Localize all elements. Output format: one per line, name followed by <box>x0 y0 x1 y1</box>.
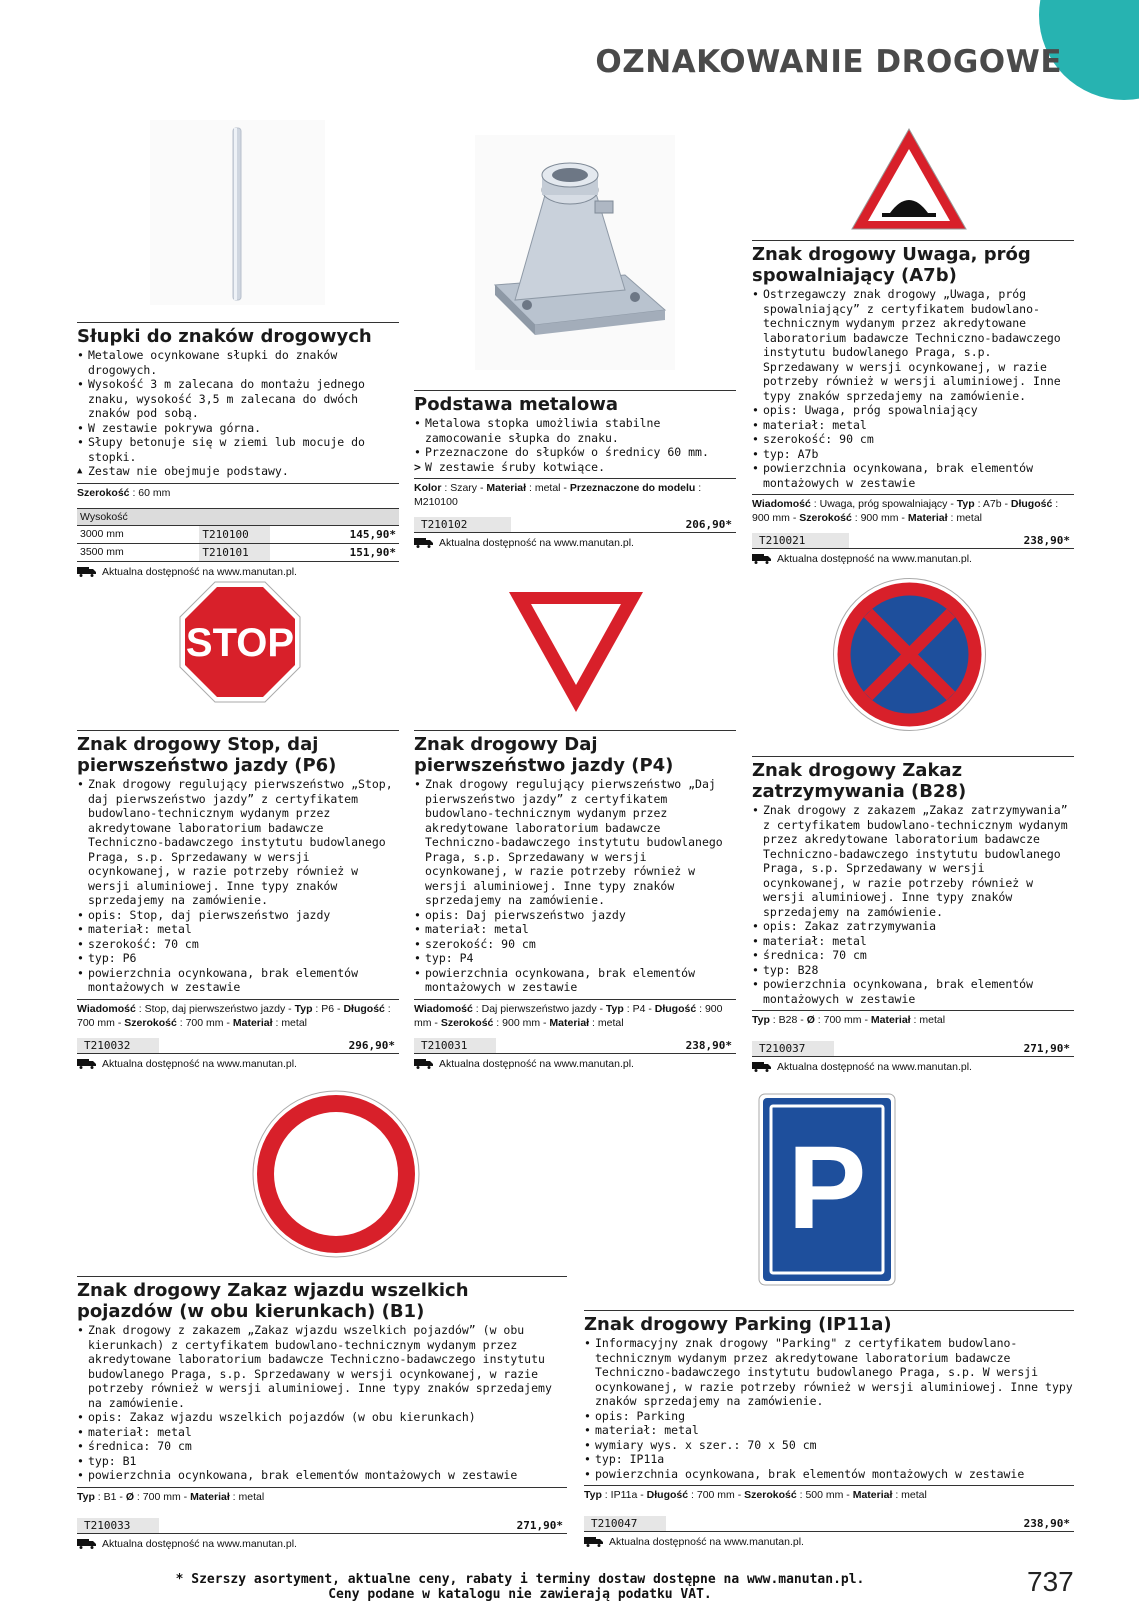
product-p6 <box>77 730 399 1071</box>
product-b1 <box>77 1276 567 1551</box>
availability-text: Aktualna dostępność na www.manutan.pl. <box>777 553 972 565</box>
spec-value: Stop, daj pierwszeństwo jazdy <box>144 1002 286 1015</box>
spec-label: Ø <box>125 1490 135 1503</box>
base-image <box>475 135 675 370</box>
feature-item: • Wysokość 3 m zalecana do montażu jednego znaku, wysokość 3,5 m zalecana do dwóch znaków pod sobą. <box>77 377 399 421</box>
availability-text: Aktualna dostępność na www.manutan.pl. <box>102 1057 297 1070</box>
feature-item: • opis: Zakaz wjazdu wszelkich pojazdów (w obu kierunkach) <box>77 1410 567 1425</box>
spec-line: Kolor : Szary - Materiał : metal - Przeznaczone do modelu : M210100 <box>414 478 736 509</box>
product-code: T210037 <box>752 1041 834 1056</box>
availability-text: Aktualna dostępność na www.manutan.pl. <box>102 565 297 578</box>
product-price: 238,90* <box>1023 534 1070 547</box>
availability-note <box>584 1535 1074 1549</box>
spec-label: Ø <box>806 1014 815 1026</box>
spec-label: Typ <box>294 1002 313 1015</box>
spec-value: A7b <box>982 498 1002 510</box>
spec-label: Materiał <box>486 482 527 494</box>
sign-stop-image <box>178 580 302 704</box>
availability-note <box>77 1537 567 1551</box>
feature-item: • powierzchnia ocynkowana, brak elementów montażowych w zestawie <box>77 1468 567 1483</box>
height-cell: 3500 mm <box>77 543 199 561</box>
availability-note <box>77 1057 399 1071</box>
availability-note <box>752 552 1074 566</box>
product-title: Podstawa metalowa <box>414 390 736 415</box>
spec-line: Typ : B1 - Ø : 700 mm - Materiał : metal <box>77 1487 567 1504</box>
spec-value: B28 <box>778 1014 798 1026</box>
spec-label: Kolor <box>414 482 442 494</box>
feature-item: • Słupy betonuje się w ziemi lub mocuje do stopki. <box>77 435 399 464</box>
spec-value: metal <box>238 1490 265 1503</box>
spec-value: metal <box>919 1014 946 1026</box>
spec-value: 700 mm <box>185 1016 224 1029</box>
product-price: 206,90* <box>685 518 732 531</box>
feature-list <box>414 777 736 995</box>
availability-note <box>752 1060 1074 1074</box>
product-podstawa <box>414 390 736 550</box>
spec-label: Szerokość <box>77 486 130 499</box>
spec-value: 700 mm <box>823 1014 862 1026</box>
footer-note <box>120 1572 920 1602</box>
product-ip11a <box>584 1310 1074 1549</box>
spec-value: B1 <box>103 1490 117 1503</box>
spec-label: Długość <box>1010 498 1053 510</box>
truck-icon <box>752 554 772 564</box>
product-title: Znak drogowy Uwaga, próg spowalniający (A7b) <box>752 240 1074 286</box>
code-cell: T210100 <box>199 525 270 543</box>
spec-value: 900 mm <box>752 512 790 524</box>
table-header: Wysokość <box>77 508 399 525</box>
feature-item: • materiał: metal <box>584 1423 1074 1438</box>
spec-value: metal <box>281 1016 307 1029</box>
table-row <box>77 525 399 543</box>
spec-label: Długość <box>654 1002 697 1015</box>
spec-line: Wiadomość : Daj pierwszeństwo jazdy - Typ : P4 - Długość : 900 mm - Szerokość : 900 mm - Materiał : metal <box>414 999 736 1030</box>
product-code: T210033 <box>77 1518 159 1533</box>
feature-item: • typ: P4 <box>414 951 736 966</box>
truck-icon <box>414 1059 434 1069</box>
page-title: OZNAKOWANIE DROGOWE <box>595 44 1062 80</box>
price-row <box>752 1041 1074 1057</box>
product-b28 <box>752 756 1074 1074</box>
spec-value: P4 <box>632 1002 646 1015</box>
sign-yield-image <box>507 590 645 714</box>
feature-list <box>77 777 399 995</box>
spec-label: Materiał <box>232 1016 273 1029</box>
spec-value: Uwaga, próg spowalniający <box>819 498 948 510</box>
availability-note <box>77 565 399 579</box>
feature-item: • opis: Uwaga, próg spowalniający <box>752 403 1074 418</box>
footer-note-line: * Szerszy asortyment, aktualne ceny, rabaty i terminy dostaw dostępne na www.manutan.pl. <box>175 1572 865 1587</box>
feature-item: • opis: Stop, daj pierwszeństwo jazdy <box>77 908 399 923</box>
page-number: 737 <box>1027 1566 1074 1597</box>
spec-label: Materiał <box>190 1490 230 1503</box>
feature-list <box>77 348 399 479</box>
spec-label: Wiadomość <box>752 498 811 510</box>
truck-icon <box>77 1059 97 1069</box>
feature-item: • powierzchnia ocynkowana, brak elementów montażowych w zestawie <box>584 1467 1074 1482</box>
spec-label: Materiał <box>870 1014 911 1026</box>
spec-value: P6 <box>321 1002 335 1015</box>
sign-b1-image <box>252 1090 420 1258</box>
product-code: T210032 <box>77 1038 159 1053</box>
feature-item: • opis: Zakaz zatrzymywania <box>752 919 1074 934</box>
truck-icon <box>77 567 97 577</box>
availability-text: Aktualna dostępność na www.manutan.pl. <box>777 1061 972 1073</box>
feature-item: • powierzchnia ocynkowana, brak elementów montażowych w zestawie <box>752 461 1074 490</box>
spec-label: Typ <box>605 1002 624 1015</box>
spec-value: metal <box>956 512 982 524</box>
truck-icon <box>414 538 434 548</box>
product-price: 271,90* <box>1023 1042 1070 1055</box>
feature-item: • Metalowe ocynkowane słupki do znaków drogowych. <box>77 348 399 377</box>
product-title: Znak drogowy Zakaz wjazdu wszelkich pojazdów (w obu kierunkach) (B1) <box>77 1276 567 1322</box>
price-row <box>77 1038 399 1054</box>
spec-value: 700 mm <box>77 1016 115 1029</box>
spec-value: 500 mm <box>805 1489 844 1501</box>
feature-item: • Przeznaczone do słupków o średnicy 60 mm. <box>414 445 736 460</box>
feature-item: • Metalowa stopka umożliwia stabilne zamocowanie słupka do znaku. <box>414 416 736 445</box>
truck-icon <box>752 1062 772 1072</box>
spec-line: Szerokość : 60 mm <box>77 483 399 500</box>
product-price: 238,90* <box>1023 1517 1070 1530</box>
sign-a7b-image <box>850 127 968 233</box>
code-cell: T210101 <box>199 543 270 561</box>
feature-item: • typ: P6 <box>77 951 399 966</box>
feature-item: • materiał: metal <box>77 922 399 937</box>
stop-sign-text: STOP <box>185 621 295 665</box>
spec-label: Szerokość <box>440 1016 494 1029</box>
feature-item: • szerokość: 90 cm <box>752 432 1074 447</box>
feature-item: • Znak drogowy z zakazem „Zakaz wjazdu wszelkich pojazdów” (w obu kierunkach) z certyfikatem budowlano-technicznym wydanym przez akredytowane laboratorium badawcze Techniczno-badawczego instytutu budowlanego Praga, s.p. Sprzedawany w wersji ocynkowanej, w razie potrzeby również w wersji aluminiowej. Inne typy znaków sprzedajemy na zamówienie. <box>77 1323 567 1410</box>
feature-item: • typ: IP11a <box>584 1452 1074 1467</box>
spec-label: Szerokość <box>124 1016 177 1029</box>
feature-list <box>77 1323 567 1483</box>
spec-value: 900 mm <box>502 1016 541 1029</box>
spec-label: Wiadomość <box>414 1002 473 1015</box>
spec-value: 700 mm <box>696 1489 735 1501</box>
feature-item: • materiał: metal <box>77 1425 567 1440</box>
spec-line: Wiadomość : Stop, daj pierwszeństwo jazdy - Typ : P6 - Długość : 700 mm - Szerokość : 700 mm - Materiał : metal <box>77 999 399 1030</box>
product-code: T210021 <box>752 533 849 548</box>
height-table <box>77 508 399 562</box>
feature-item: • Znak drogowy z zakazem „Zakaz zatrzymywania” z certyfikatem budowlano-technicznym wydanym przez akredytowane laboratorium badawcze Techniczno-badawczego instytutu budowlanego Praga, s.p. Sprzedawany w wersji ocynkowanej, w razie potrzeby również w wersji aluminiowej. Inne typy znaków sprzedajemy na zamówienie. <box>752 803 1074 919</box>
spec-label: Przeznaczone do modelu <box>569 482 696 494</box>
spec-label: Szerokość <box>799 512 852 524</box>
spec-value: Daj pierwszeństwo jazdy <box>481 1002 597 1015</box>
spec-label: Typ <box>584 1489 602 1501</box>
price-cell: 145,90* <box>270 525 399 543</box>
product-title: Słupki do znaków drogowych <box>77 322 399 347</box>
feature-item: • powierzchnia ocynkowana, brak elementów montażowych w zestawie <box>414 966 736 995</box>
height-cell: 3000 mm <box>77 525 199 543</box>
feature-item: • średnica: 70 cm <box>752 948 1074 963</box>
availability-note <box>414 536 736 550</box>
feature-item: • powierzchnia ocynkowana, brak elementów montażowych w zestawie <box>77 966 399 995</box>
spec-label: Materiał <box>549 1016 590 1029</box>
parking-sign-letter: P <box>787 1122 867 1254</box>
truck-icon <box>584 1537 604 1547</box>
feature-item: • Znak drogowy regulujący pierwszeństwo „Daj pierwszeństwo jazdy” z certyfikatem budowlano-technicznym wydanym przez akredytowane laboratorium badawcze Techniczno-badawczego instytutu budowlanego Praga, s.p. Sprzedawany w wersji ocynkowanej, w razie potrzeby również w wersji aluminiowej. Inne typy znaków sprzedajemy na zamówienie. <box>414 777 736 908</box>
feature-list <box>752 287 1074 490</box>
spec-line: Typ : IP11a - Długość : 700 mm - Szerokość : 500 mm - Materiał : metal <box>584 1485 1074 1502</box>
availability-text: Aktualna dostępność na www.manutan.pl. <box>439 1057 634 1070</box>
product-a7b <box>752 240 1074 566</box>
availability-text: Aktualna dostępność na www.manutan.pl. <box>102 1537 297 1550</box>
feature-item: • W zestawie pokrywa górna. <box>77 421 399 436</box>
feature-item: • średnica: 70 cm <box>77 1439 567 1454</box>
feature-item: ▲ Zestaw nie obejmuje podstawy. <box>77 464 399 479</box>
feature-item: • Ostrzegawczy znak drogowy „Uwaga, próg spowalniający” z certyfikatem budowlano-technicznym wydanym przez akredytowane laboratorium badawcze Techniczno-badawczego instytutu budowlanego Praga, s.p. Sprzedawany w wersji ocynkowanej, w razie potrzeby również w wersji aluminiowej. Inne typy znaków sprzedajemy na zamówienie. <box>752 287 1074 403</box>
spec-value: metal <box>901 1489 927 1501</box>
availability-text: Aktualna dostępność na www.manutan.pl. <box>439 537 634 549</box>
truck-icon <box>77 1539 97 1549</box>
table-row <box>77 543 399 561</box>
price-row <box>584 1516 1074 1532</box>
product-price: 238,90* <box>685 1038 732 1052</box>
spec-value: 900 mm <box>860 512 899 524</box>
feature-list <box>414 416 736 474</box>
pole-image <box>150 120 325 305</box>
feature-item: • opis: Parking <box>584 1409 1074 1424</box>
spec-label: Wiadomość <box>77 1002 136 1015</box>
feature-item: • typ: B28 <box>752 963 1074 978</box>
feature-item: • materiał: metal <box>414 922 736 937</box>
spec-label: Długość <box>343 1002 385 1015</box>
product-title: Znak drogowy Zakaz zatrzymywania (B28) <box>752 756 1074 802</box>
spec-label: Typ <box>752 1014 770 1026</box>
spec-value: metal <box>534 482 561 494</box>
spec-value: M210100 <box>414 496 458 508</box>
product-code: T210047 <box>584 1516 666 1531</box>
spec-line: Typ : B28 - Ø : 700 mm - Materiał : metal <box>752 1010 1074 1027</box>
feature-item: • materiał: metal <box>752 934 1074 949</box>
price-cell: 151,90* <box>270 543 399 561</box>
product-slupki <box>77 322 399 579</box>
price-row <box>414 517 736 533</box>
sign-parking-image <box>758 1093 896 1286</box>
spec-line: Wiadomość : Uwaga, próg spowalniający - Typ : A7b - Długość : 900 mm - Szerokość : 900 mm - Materiał : metal <box>752 494 1074 525</box>
product-title: Znak drogowy Stop, daj pierwszeństwo jazdy (P6) <box>77 730 399 776</box>
price-row <box>77 1518 567 1534</box>
spec-value: Szary <box>450 482 478 494</box>
product-title: Znak drogowy Parking (IP11a) <box>584 1310 1074 1335</box>
feature-item: • typ: B1 <box>77 1454 567 1469</box>
product-title: Znak drogowy Daj pierwszeństwo jazdy (P4) <box>414 730 736 776</box>
spec-label: Materiał <box>852 1489 893 1501</box>
spec-value: 700 mm <box>142 1490 181 1503</box>
spec-value: IP11a <box>610 1489 638 1501</box>
feature-item: • Informacyjny znak drogowy "Parking" z certyfikatem budowlano-technicznym wydanym przez akredytowane laboratorium badawcze Techniczno-badawczego instytutu budowlanego Praga, s.p. W wersji ocynkowanej, w razie potrzeby również w wersji aluminiowej. Inne typy znaków sprzedajemy na zamówienie. <box>584 1336 1074 1409</box>
feature-item: • materiał: metal <box>752 418 1074 433</box>
spec-label: Długość <box>646 1489 689 1501</box>
availability-note <box>414 1057 736 1071</box>
feature-list <box>752 803 1074 1006</box>
feature-item: > W zestawie śruby kotwiące. <box>414 460 736 475</box>
spec-label: Typ <box>956 498 975 510</box>
product-p4 <box>414 730 736 1071</box>
feature-item: • powierzchnia ocynkowana, brak elementów montażowych w zestawie <box>752 977 1074 1006</box>
feature-item: • szerokość: 70 cm <box>77 937 399 952</box>
feature-item: • opis: Daj pierwszeństwo jazdy <box>414 908 736 923</box>
product-price: 271,90* <box>516 1518 563 1532</box>
product-code: T210102 <box>414 517 511 532</box>
spec-label: Typ <box>77 1490 95 1503</box>
spec-value: 60 mm <box>138 486 171 499</box>
sign-b28-image <box>832 577 987 732</box>
spec-label: Materiał <box>907 512 948 524</box>
spec-value: metal <box>597 1016 624 1029</box>
spec-value: 900 mm <box>414 1002 723 1029</box>
price-row <box>752 533 1074 549</box>
availability-text: Aktualna dostępność na www.manutan.pl. <box>609 1536 804 1548</box>
product-price: 296,90* <box>348 1038 395 1052</box>
feature-item: • Znak drogowy regulujący pierwszeństwo „Stop, daj pierwszeństwo jazdy” z certyfikatem budowlano-technicznym wydanym przez akredytowane laboratorium badawcze Techniczno-badawczego instytutu budowlanego Praga, s.p. Sprzedawany w wersji ocynkowanej, w razie potrzeby również w wersji aluminiowej. Inne typy znaków sprzedajemy na zamówienie. <box>77 777 399 908</box>
footer-note-line: Ceny podane w katalogu nie zawierają podatku VAT. <box>328 1587 712 1602</box>
price-row <box>414 1038 736 1054</box>
feature-item: • szerokość: 90 cm <box>414 937 736 952</box>
feature-list <box>584 1336 1074 1481</box>
product-code: T210031 <box>414 1038 496 1053</box>
feature-item: • wymiary wys. x szer.: 70 x 50 cm <box>584 1438 1074 1453</box>
feature-item: • typ: A7b <box>752 447 1074 462</box>
spec-label: Szerokość <box>744 1489 797 1501</box>
